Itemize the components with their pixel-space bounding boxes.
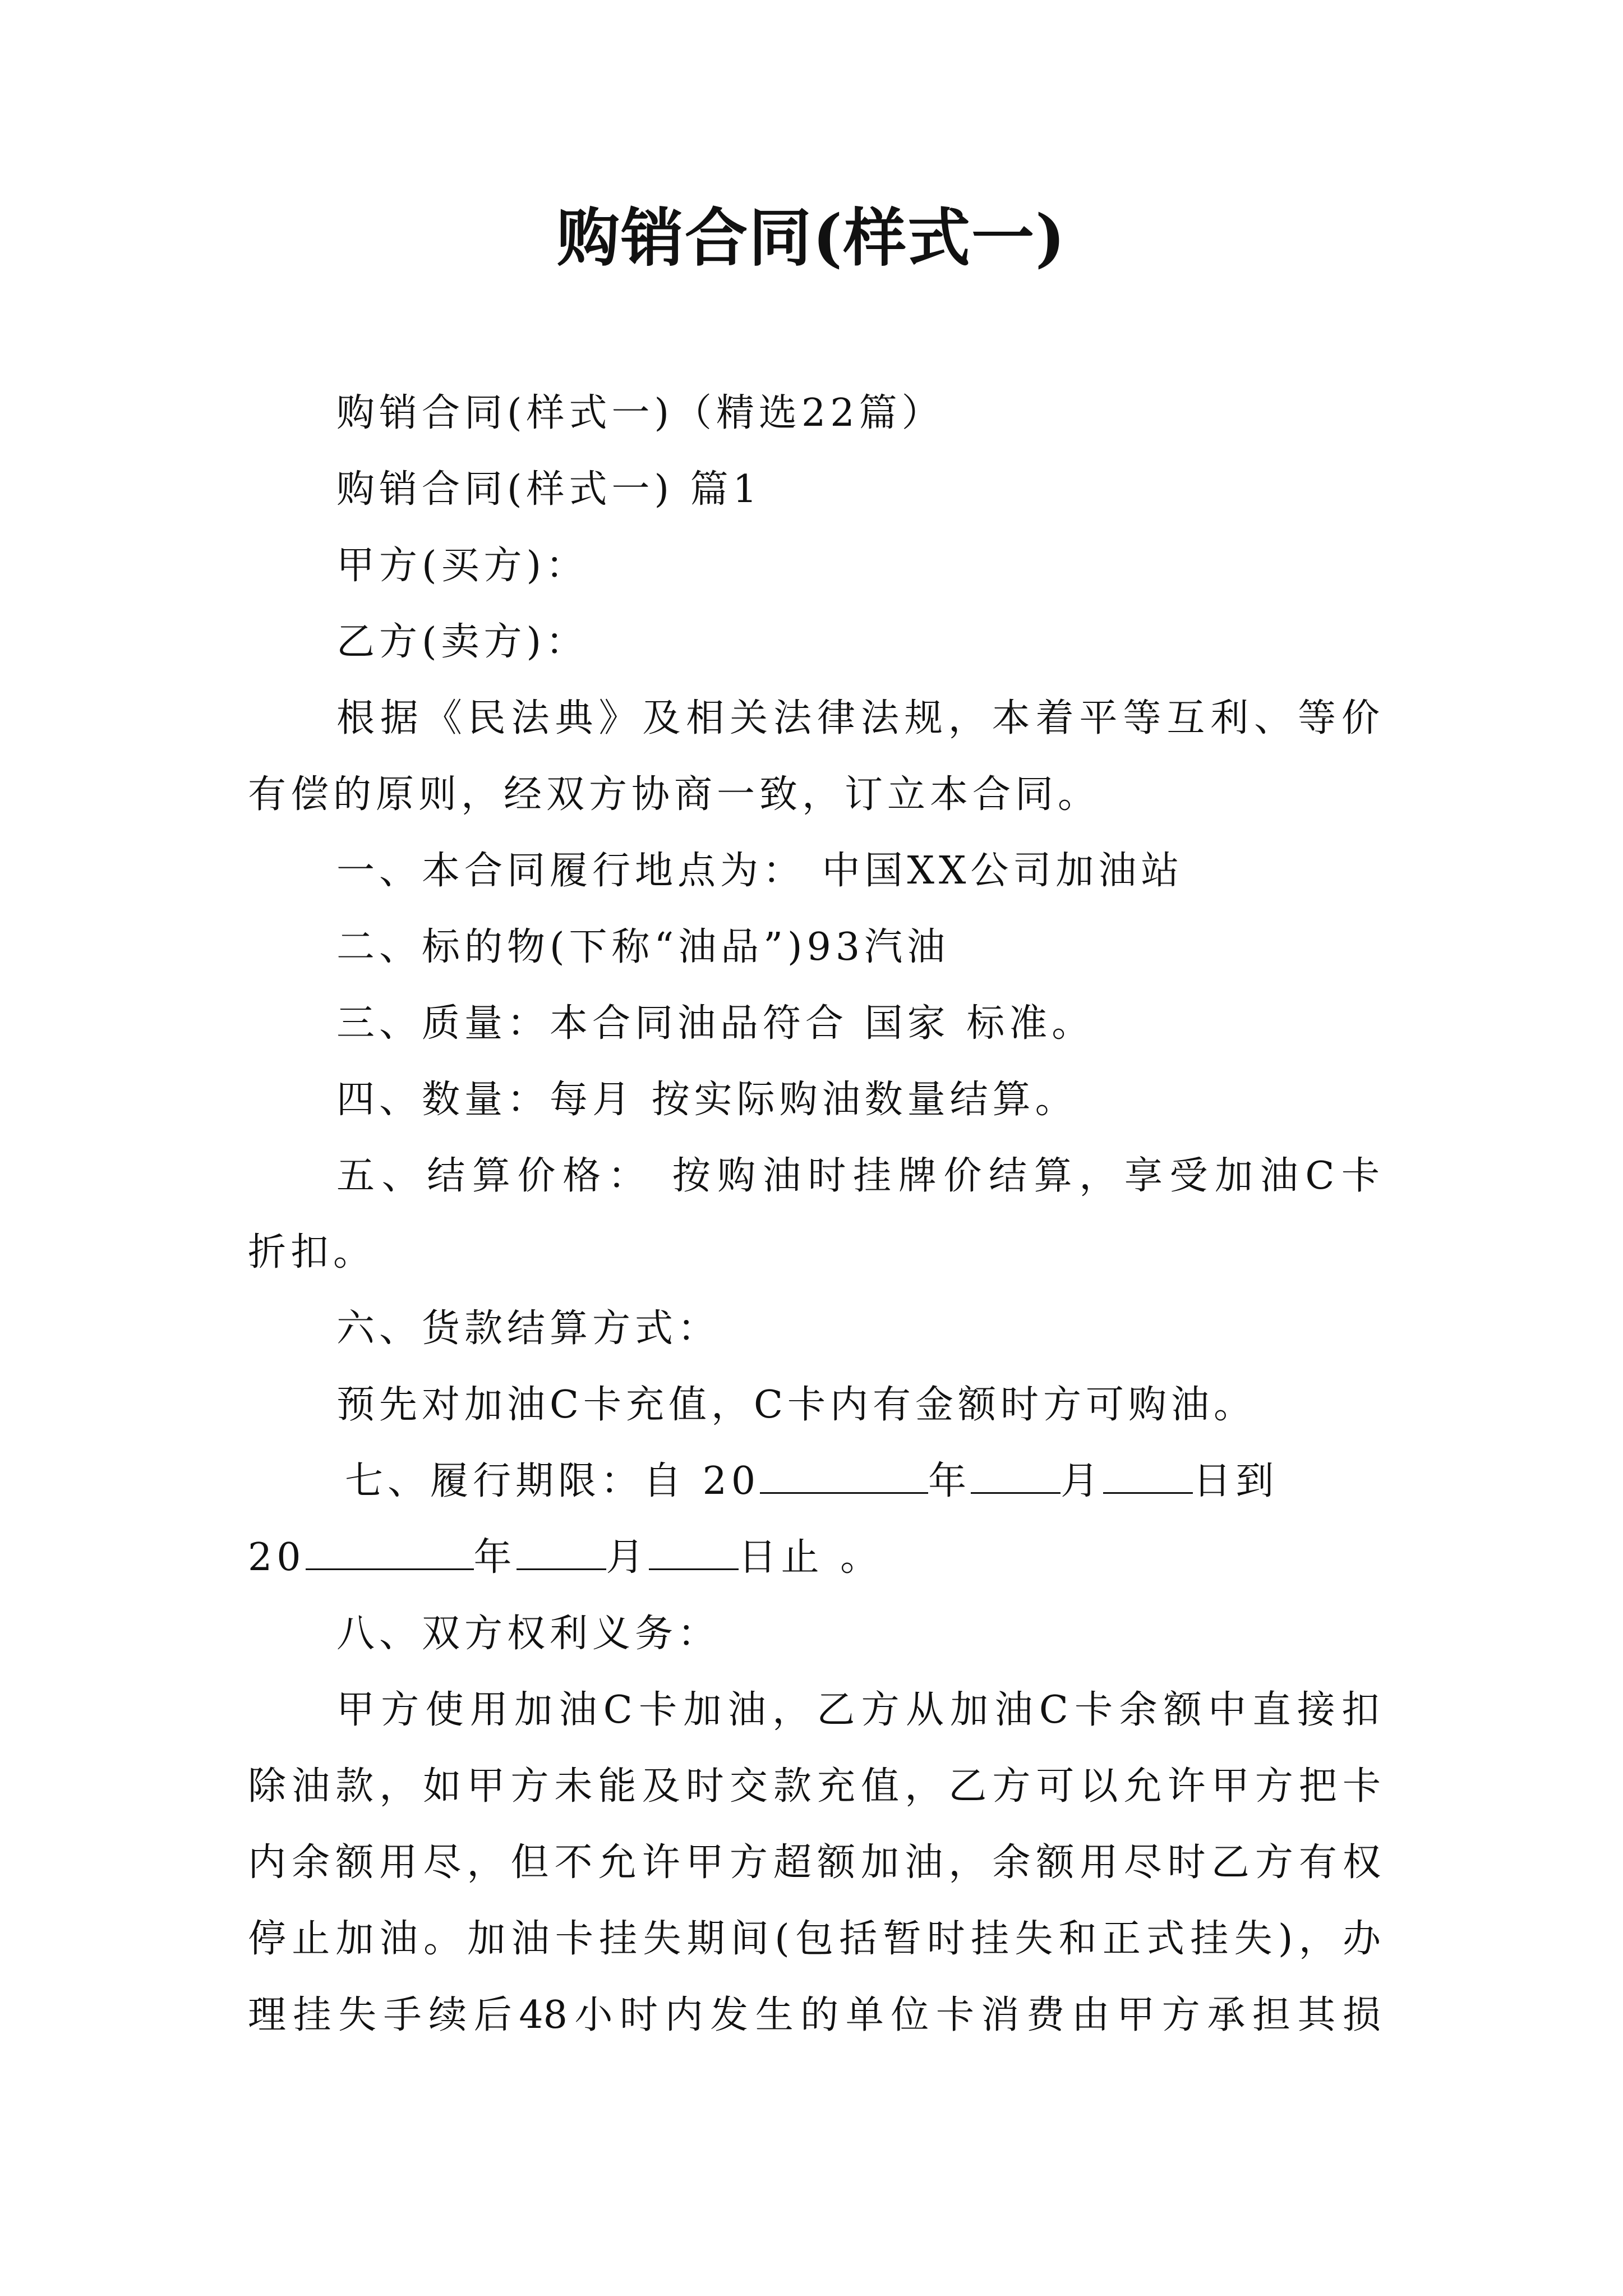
month-blank	[971, 1457, 1061, 1494]
paragraph-line: 停止加油。加油卡挂失期间(包括暂时挂失和正式挂失)，办	[248, 1917, 1381, 1961]
clause-quantity: 四、数量：每月 按实际购油数量结算。	[336, 1078, 1078, 1122]
clause-term-line-2	[248, 1533, 883, 1583]
clause-subject: 二、标的物(下称“油品”)93汽油	[336, 925, 950, 969]
clause-price: 五、结算价格： 按购油时挂牌价结算，享受加油C卡	[336, 1154, 1380, 1198]
year-blank	[760, 1457, 928, 1494]
clause-payment: 六、货款结算方式：	[336, 1306, 721, 1351]
clause-location: 一、本合同履行地点为： 中国XX公司加油站	[336, 849, 1184, 893]
term-to-label: 日到	[1193, 1459, 1279, 1503]
paragraph-line: 根据《民法典》及相关法律法规，本着平等互利、等价	[336, 696, 1380, 740]
paragraph-line: 理挂失手续后48小时内发生的单位卡消费由甲方承担其损	[248, 1993, 1381, 2037]
document-title: 购销合同(样式一)	[557, 201, 1066, 275]
term-end-label: 日止 。	[738, 1535, 883, 1580]
day-blank	[1103, 1457, 1193, 1494]
party-b-line: 乙方(卖方)：	[336, 620, 589, 664]
month-blank	[517, 1534, 606, 1570]
clause-rights: 八、双方权利义务：	[336, 1612, 721, 1656]
term-month-label: 月	[606, 1535, 649, 1580]
term-month-label: 月	[1061, 1459, 1104, 1503]
paragraph-line: 内余额用尽，但不允许甲方超额加油，余额用尽时乙方有权	[248, 1841, 1381, 1885]
party-a-line: 甲方(买方)：	[336, 544, 589, 588]
year-blank	[306, 1534, 474, 1570]
term-prefix: 20	[248, 1535, 306, 1580]
clause-term-line-1	[345, 1456, 1278, 1507]
subtitle-line: 购销合同(样式一)（精选22篇）	[336, 391, 944, 435]
section-heading: 购销合同(样式一) 篇1	[336, 467, 762, 512]
term-year-label: 年	[928, 1459, 971, 1503]
clause-quality: 三、质量：本合同油品符合 国家 标准。	[336, 1001, 1095, 1046]
clause-payment-detail: 预先对加油C卡充值，C卡内有金额时方可购油。	[336, 1383, 1257, 1427]
day-blank	[649, 1534, 739, 1570]
paragraph-line: 除油款，如甲方未能及时交款充值，乙方可以允许甲方把卡	[248, 1764, 1381, 1809]
term-year-label: 年	[473, 1535, 517, 1580]
paragraph-line: 有偿的原则，经双方协商一致，订立本合同。	[248, 772, 1101, 817]
clause-price-cont: 折扣。	[248, 1230, 376, 1274]
paragraph-line: 甲方使用加油C卡加油，乙方从加油C卡余额中直接扣	[336, 1688, 1380, 1732]
term-prefix: 七、履行期限：自 20	[345, 1459, 760, 1503]
